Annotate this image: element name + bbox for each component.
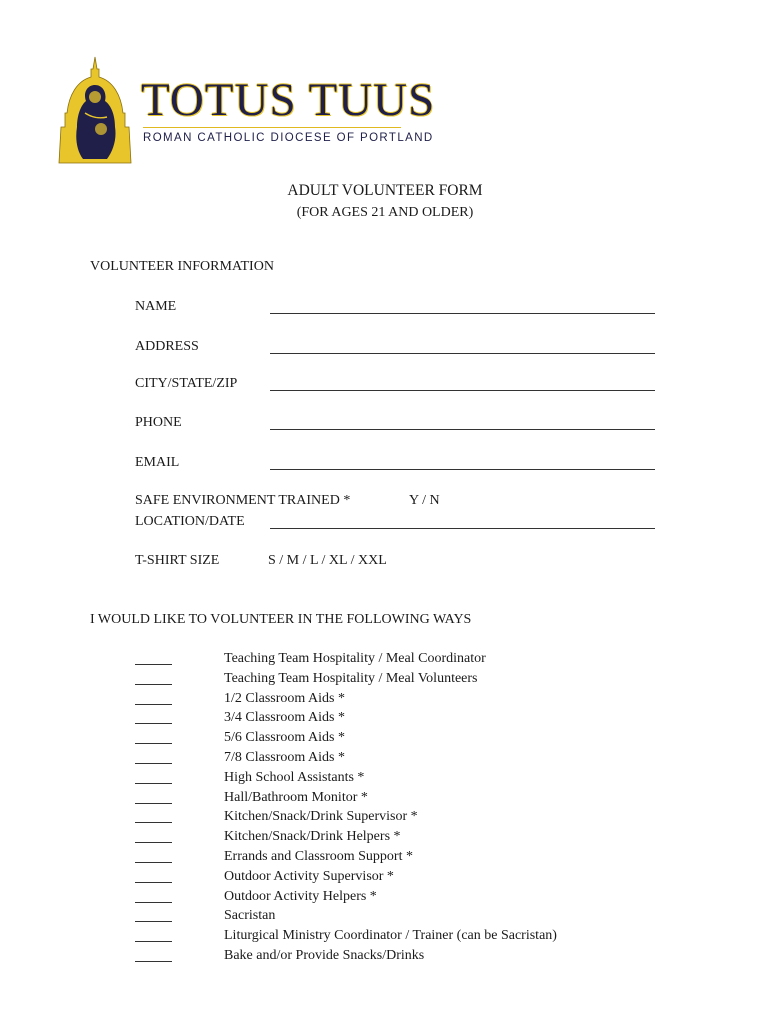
option-blank-line[interactable]: [135, 822, 172, 823]
option-blank-line[interactable]: [135, 902, 172, 903]
address-label: ADDRESS: [135, 339, 199, 354]
volunteer-option: [135, 849, 695, 869]
volunteer-info-heading: VOLUNTEER INFORMATION: [90, 259, 274, 274]
option-label: Kitchen/Snack/Drink Supervisor *: [224, 809, 418, 825]
volunteer-option: [135, 908, 695, 928]
option-label: Outdoor Activity Supervisor *: [224, 868, 394, 884]
option-blank-line[interactable]: [135, 941, 172, 942]
option-blank-line[interactable]: [135, 763, 172, 764]
option-blank-line[interactable]: [135, 961, 172, 962]
option-blank-line[interactable]: [135, 862, 172, 863]
logo-subtitle: ROMAN CATHOLIC DIOCESE OF PORTLAND: [143, 132, 434, 144]
volunteer-option: [135, 730, 695, 750]
volunteer-option: [135, 948, 695, 968]
address-field[interactable]: [270, 353, 655, 354]
location-date-label: LOCATION/DATE: [135, 514, 245, 529]
safe-environment-options[interactable]: Y / N: [409, 493, 440, 508]
option-blank-line[interactable]: [135, 704, 172, 705]
volunteer-option: [135, 710, 695, 730]
option-blank-line[interactable]: [135, 743, 172, 744]
volunteer-options-list: [135, 651, 695, 968]
option-label: High School Assistants *: [224, 769, 365, 785]
phone-field[interactable]: [270, 429, 655, 430]
option-label: Outdoor Activity Helpers *: [224, 888, 377, 904]
logo-title: TOTUS TUUS: [141, 74, 436, 126]
option-blank-line[interactable]: [135, 783, 172, 784]
volunteer-option: [135, 829, 695, 849]
city-state-zip-label: CITY/STATE/ZIP: [135, 376, 238, 391]
volunteer-option: [135, 790, 695, 810]
volunteer-option: [135, 770, 695, 790]
city-state-zip-field[interactable]: [270, 390, 655, 391]
option-label: 7/8 Classroom Aids *: [224, 749, 345, 765]
volunteer-option: [135, 651, 695, 671]
logo-divider: [143, 127, 401, 128]
option-blank-line[interactable]: [135, 921, 172, 922]
option-label: Errands and Classroom Support *: [224, 848, 413, 864]
location-date-field[interactable]: [270, 528, 655, 529]
option-blank-line[interactable]: [135, 842, 172, 843]
volunteer-option: [135, 691, 695, 711]
name-field[interactable]: [270, 313, 655, 314]
email-field[interactable]: [270, 469, 655, 470]
option-blank-line[interactable]: [135, 803, 172, 804]
cathedral-dome-icon: [55, 55, 135, 167]
volunteer-option: [135, 750, 695, 770]
tshirt-size-options[interactable]: S / M / L / XL / XXL: [268, 553, 387, 568]
tshirt-size-label: T-SHIRT SIZE: [135, 553, 220, 568]
option-blank-line[interactable]: [135, 723, 172, 724]
option-label: 1/2 Classroom Aids *: [224, 690, 345, 706]
option-label: 3/4 Classroom Aids *: [224, 710, 345, 726]
option-label: Teaching Team Hospitality / Meal Coordinator: [224, 651, 486, 666]
volunteer-option: [135, 889, 695, 909]
email-label: EMAIL: [135, 455, 180, 470]
option-blank-line[interactable]: [135, 882, 172, 883]
option-blank-line[interactable]: [135, 684, 172, 685]
volunteer-ways-heading: I WOULD LIKE TO VOLUNTEER IN THE FOLLOWING WAYS: [90, 612, 472, 627]
phone-label: PHONE: [135, 415, 182, 430]
option-blank-line[interactable]: [135, 664, 172, 665]
option-label: 5/6 Classroom Aids *: [224, 730, 345, 746]
option-label: Sacristan: [224, 908, 276, 924]
totus-tuus-logo: [55, 55, 436, 170]
volunteer-option: [135, 928, 695, 948]
option-label: Hall/Bathroom Monitor *: [224, 789, 368, 805]
name-label: NAME: [135, 299, 177, 314]
option-label: Teaching Team Hospitality / Meal Volunteers: [224, 670, 478, 686]
form-subtitle: (FOR AGES 21 AND OLDER): [296, 205, 474, 220]
option-label: Bake and/or Provide Snacks/Drinks: [224, 947, 425, 963]
form-title: ADULT VOLUNTEER FORM: [287, 182, 483, 199]
safe-environment-label: SAFE ENVIRONMENT TRAINED *: [135, 493, 351, 508]
option-label: Kitchen/Snack/Drink Helpers *: [224, 829, 401, 845]
volunteer-option: [135, 869, 695, 889]
volunteer-option: [135, 671, 695, 691]
option-label: Liturgical Ministry Coordinator / Trainer (can be Sacristan): [224, 928, 557, 944]
volunteer-option: [135, 809, 695, 829]
